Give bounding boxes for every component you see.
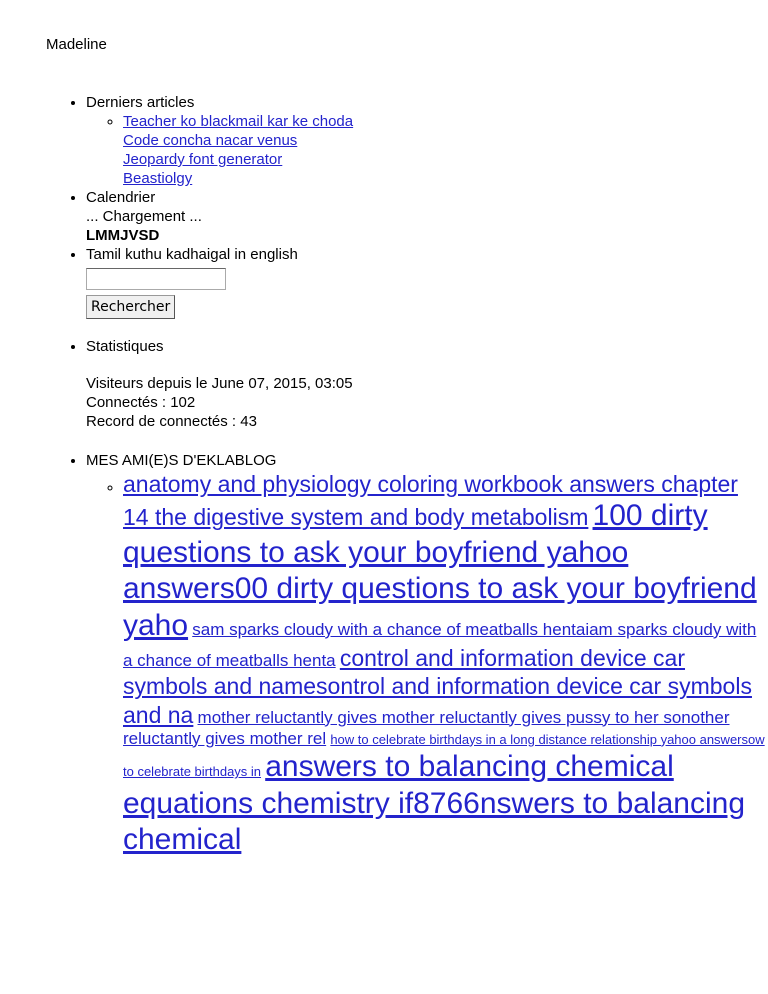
tag-link[interactable]: how to celebrate birthdays in a long distance relationship yahoo answersow to celebrate birthdays in [123, 731, 765, 780]
search-form [86, 268, 768, 319]
stats-connected: Connectés : 102 [86, 394, 196, 411]
recent-article-link-1[interactable]: Teacher ko blackmail kar ke choda [123, 113, 354, 130]
stats-record: Record de connectés : 43 [86, 413, 257, 430]
tag-link[interactable]: anatomy and physiology coloring workbook answers chapter 14 the digestive system and body metabolism [123, 471, 738, 531]
site-title: Madeline [46, 36, 107, 53]
widget-statistics [86, 337, 768, 431]
search-button[interactable]: Rechercher [86, 295, 175, 319]
list-item [123, 112, 768, 188]
widget-heading-friends: MES AMI(E)S D'EKLABLOG [86, 452, 277, 469]
recent-article-link-3[interactable]: Jeopardy font generator [123, 151, 283, 168]
recent-article-link-4[interactable]: Beastiolgy [123, 170, 193, 187]
tag-link[interactable]: 100 dirty questions to ask your boyfriend yahoo answers00 dirty questions to ask your boyfriend yaho [123, 499, 757, 642]
widget-search [86, 245, 768, 319]
widget-heading-calendar: Calendrier [86, 189, 156, 206]
widget-heading-search: Tamil kuthu kadhaigal in english [86, 246, 298, 263]
widget-heading-recent: Derniers articles [86, 94, 195, 111]
tag-link[interactable]: sam sparks cloudy with a chance of meatballs hentaiam sparks cloudy with a chance of meatballs henta [123, 619, 757, 671]
calendar-weekdays: LMMJVSD [86, 227, 160, 244]
tag-link[interactable]: mother reluctantly gives mother reluctantly gives pussy to her sonother reluctantly gives mother rel [123, 707, 730, 748]
sidebar-widgets [46, 93, 768, 859]
widget-recent-articles [86, 93, 768, 188]
tag-cloud [123, 470, 768, 859]
widget-heading-statistics: Statistiques [86, 338, 164, 355]
widget-friends [86, 451, 768, 859]
stats-visitors: Visiteurs depuis le June 07, 2015, 03:05 [86, 375, 353, 392]
statistics-block [86, 374, 768, 431]
search-input[interactable] [86, 268, 226, 290]
tag-link[interactable]: answers to balancing chemical equations chemistry if8766nswers to balancing chemical [123, 750, 746, 857]
friends-list [86, 470, 768, 859]
calendar-loading-text: ... Chargement ... [86, 208, 202, 225]
widget-calendar [86, 188, 768, 245]
tag-link[interactable]: control and information device car symbols and namesontrol and information device car symbols and na [123, 645, 752, 728]
recent-articles-list [86, 112, 768, 188]
recent-article-link-2[interactable]: Code concha nacar venus [123, 132, 298, 149]
